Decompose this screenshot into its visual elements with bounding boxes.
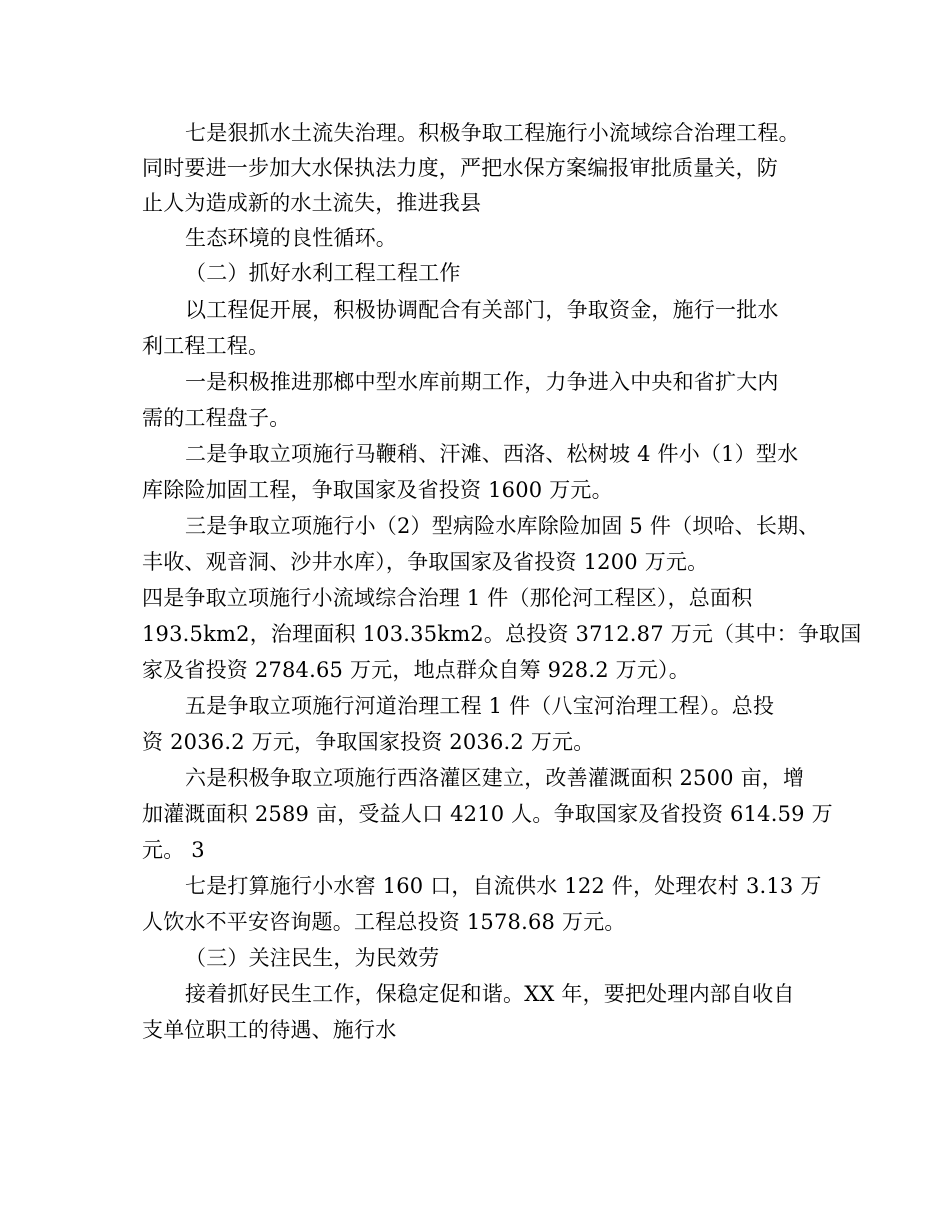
paragraph-line: 资 2036.2 万元，争取国家投资 2036.2 万元。 bbox=[142, 730, 595, 754]
paragraph-line: 利工程工程。 bbox=[142, 334, 270, 358]
paragraph-line: 需的工程盘子。 bbox=[142, 406, 291, 430]
paragraph-line: 七是打算施行小水窖 160 口，自流供水 122 件，处理农村 3.13 万 bbox=[185, 874, 822, 898]
paragraph-line: 元。 3 bbox=[142, 838, 205, 862]
paragraph-line: 接着抓好民生工作，保稳定促和谐。XX 年，要把处理内部自收自 bbox=[185, 982, 795, 1006]
paragraph-line: 七是狠抓水土流失治理。积极争取工程施行小流域综合治理工程。 bbox=[185, 121, 800, 145]
paragraph-line: 生态环境的良性循环。 bbox=[185, 226, 397, 250]
paragraph-line: 193.5km2，治理面积 103.35km2。总投资 3712.87 万元（其中：争取国 bbox=[142, 622, 862, 646]
paragraph-line: 二是争取立项施行马鞭稍、汗滩、西洛、松树坡 4 件小（1）型水 bbox=[185, 442, 799, 466]
paragraph-line: 支单位职工的待遇、施行水 bbox=[142, 1018, 397, 1042]
paragraph-line: 一是积极推进那榔中型水库前期工作，力争进入中央和省扩大内 bbox=[185, 370, 779, 394]
paragraph-line: 五是争取立项施行河道治理工程 1 件（八宝河治理工程）。总投 bbox=[185, 694, 775, 718]
paragraph-line: 四是争取立项施行小流域综合治理 1 件（那伦河工程区），总面积 bbox=[142, 586, 753, 610]
paragraph-line: 丰收、观音洞、沙井水库），争取国家及省投资 1200 万元。 bbox=[142, 550, 709, 574]
paragraph-line: 家及省投资 2784.65 万元，地点群众自筹 928.2 万元）。 bbox=[142, 658, 690, 682]
paragraph-line: 六是积极争取立项施行西洛灌区建立，改善灌溉面积 2500 亩，增 bbox=[185, 766, 805, 790]
section-heading: （二）抓好水利工程工程工作 bbox=[185, 261, 461, 285]
paragraph-line: 加灌溉面积 2589 亩，受益人口 4210 人。争取国家及省投资 614.59 万 bbox=[142, 802, 833, 826]
section-heading: （三）关注民生，为民效劳 bbox=[185, 946, 440, 970]
paragraph-line: 以工程促开展，积极协调配合有关部门，争取资金，施行一批水 bbox=[185, 298, 779, 322]
paragraph-line: 库除险加固工程，争取国家及省投资 1600 万元。 bbox=[142, 478, 613, 502]
paragraph-line: 人饮水不平安咨询题。工程总投资 1578.68 万元。 bbox=[142, 910, 626, 934]
paragraph-line: 止人为造成新的水土流失，推进我县 bbox=[142, 191, 482, 215]
paragraph-line: 同时要进一步加大水保执法力度，严把水保方案编报审批质量关，防 bbox=[142, 156, 778, 180]
paragraph-line: 三是争取立项施行小（2）型病险水库除险加固 5 件（坝哈、长期、 bbox=[185, 514, 820, 538]
